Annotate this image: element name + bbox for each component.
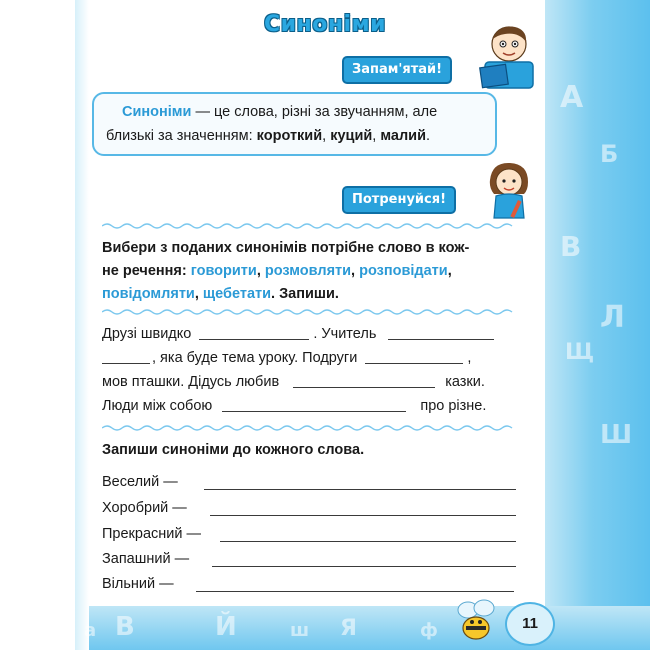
frame-left <box>75 0 89 650</box>
rule-box: Синоніми — це слова, різні за звучанням, але близькі за значенням: короткий, куций, малий. <box>92 92 497 156</box>
decor-letter: ш <box>290 620 310 641</box>
synonym-option: щебетати <box>202 286 272 302</box>
wavy-divider <box>102 308 514 316</box>
sentence-text: Люди між собою <box>102 398 213 414</box>
page-title: Синоніми <box>263 12 386 37</box>
frame-bottom <box>75 606 650 650</box>
sentence-line <box>102 350 522 366</box>
decor-letter: А <box>560 80 584 115</box>
rule-example: куций <box>330 128 373 144</box>
sentence-line <box>102 374 522 390</box>
decor-letter: Щ <box>565 340 595 365</box>
answer-blank[interactable] <box>388 338 494 340</box>
answer-blank[interactable] <box>199 338 309 340</box>
sentence-text: казки. <box>445 374 485 390</box>
synonym-word: Хоробрий — <box>102 500 187 516</box>
rule-term: Синоніми <box>122 104 192 120</box>
task1-tail: Запиши. <box>279 286 339 302</box>
synonym-word: Запашний — <box>102 551 190 567</box>
sentence-text: мов пташки. Дідусь любив <box>102 374 280 390</box>
rule-text: — це слова, різні за звучанням, але близькі за значенням: <box>106 104 438 144</box>
synonym-answer-line[interactable] <box>212 565 516 567</box>
answer-blank[interactable] <box>365 362 463 364</box>
task1-line1 <box>102 240 522 256</box>
decor-letter: В <box>115 612 135 642</box>
answer-blank[interactable] <box>222 410 406 412</box>
girl-icon <box>484 160 534 222</box>
decor-letter: В <box>560 230 582 263</box>
task1-text: не речення: <box>102 263 191 279</box>
task1-line2: не речення: говорити, розмовляти, розповідати, <box>102 263 452 279</box>
answer-blank[interactable] <box>102 362 150 364</box>
sentence-text: , <box>467 350 472 366</box>
bee-icon <box>452 596 502 646</box>
task1-line3: повідомляти, щебетати. Запиши. <box>102 286 339 302</box>
task2-heading: Запиши синоніми до кожного слова. <box>102 442 365 458</box>
answer-blank[interactable] <box>293 386 435 388</box>
decor-letter: Я <box>340 616 357 641</box>
synonym-answer-line[interactable] <box>210 514 516 516</box>
boy-reading-icon <box>475 22 537 92</box>
sentence-text: про різне. <box>420 398 487 414</box>
rule-example: малий <box>380 128 426 144</box>
synonym-word: Прекрасний — <box>102 526 202 542</box>
decor-letter: Ш <box>600 420 633 450</box>
synonym-option: розповідати <box>359 263 448 279</box>
decor-letter: ф <box>420 620 438 641</box>
decor-letter: Й <box>215 612 237 642</box>
synonym-word: Веселий — <box>102 474 178 490</box>
synonym-word: Вільний — <box>102 576 174 592</box>
synonym-answer-line[interactable] <box>204 488 516 490</box>
synonym-option: повідомляти <box>102 286 195 302</box>
sentence-text: , яка буде тема уроку. Подруги <box>152 350 358 366</box>
task1-text: Вибери з поданих синонімів потрібне слово в кож- <box>102 240 470 256</box>
decor-letter: Л <box>600 300 625 335</box>
remember-badge: Запам'ятай! <box>342 56 452 84</box>
wavy-divider <box>102 222 514 230</box>
synonym-option: говорити <box>190 263 257 279</box>
page-number: 11 <box>505 602 555 646</box>
wavy-divider <box>102 424 514 432</box>
sentence-text: Друзі швидко <box>102 326 192 342</box>
decor-letter: Б <box>600 140 619 168</box>
sentence-line <box>102 326 522 342</box>
synonym-option: розмовляти <box>264 263 352 279</box>
decor-letter: а <box>84 620 97 641</box>
sentence-text: . Учитель <box>313 326 377 342</box>
rule-example: короткий <box>256 128 323 144</box>
synonym-answer-line[interactable] <box>196 590 514 592</box>
sentence-line <box>102 398 522 414</box>
synonym-answer-line[interactable] <box>220 540 516 542</box>
practice-badge: Потренуйся! <box>342 186 456 214</box>
